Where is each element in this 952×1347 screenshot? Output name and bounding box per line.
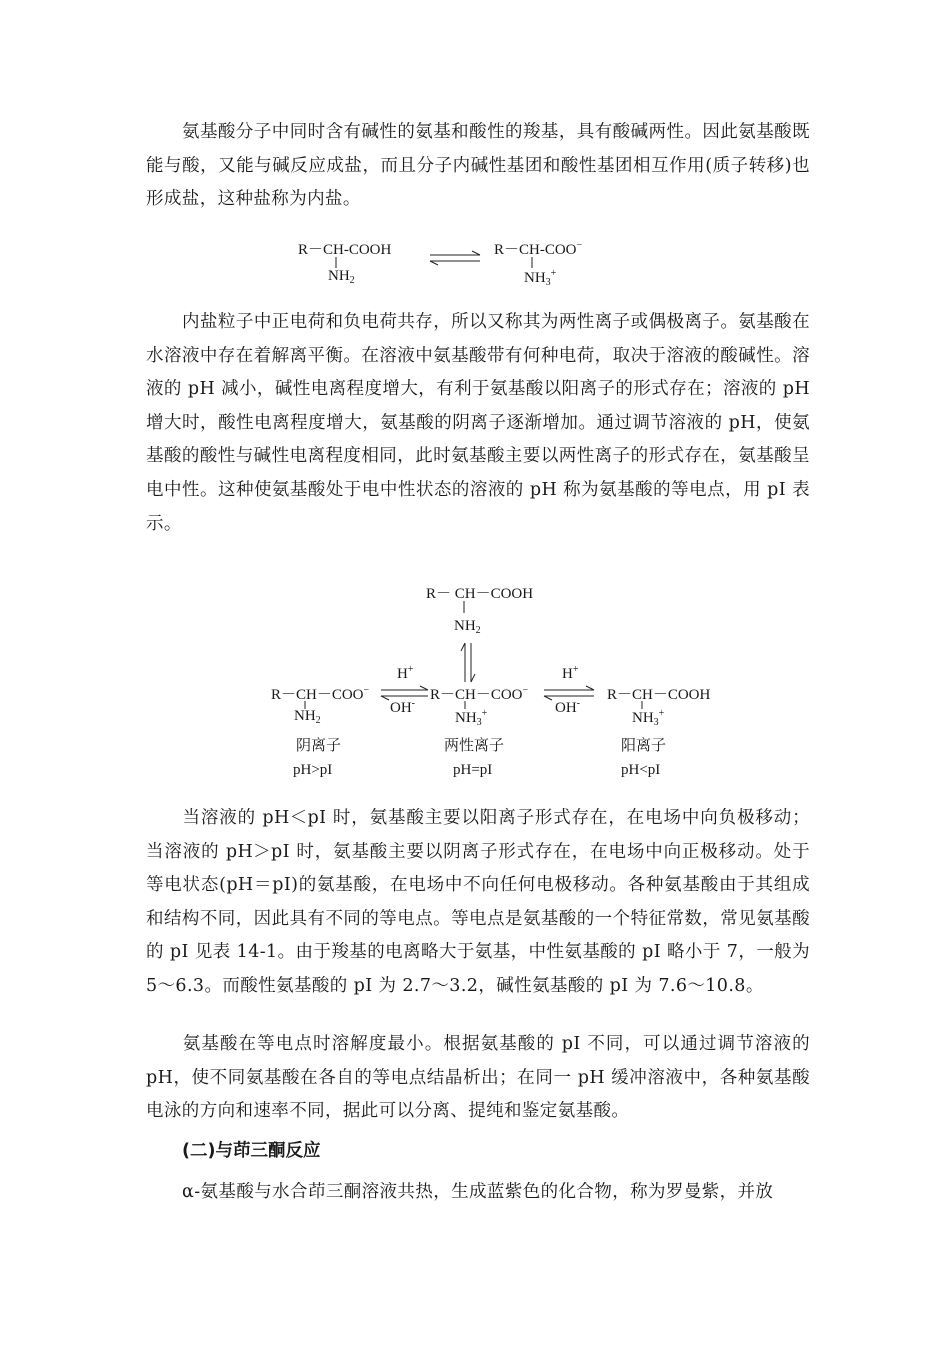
neutral-form-amino-group: $NH_2$ (454, 618, 481, 636)
paragraph-ninhydrin-reaction: α-氨基酸与水合茚三酮溶液共热，生成蓝紫色的化合物，称为罗曼紫，并放 (182, 1182, 774, 1202)
paragraph-isoelectric-point: 内盐粒子中正电荷和负电荷共存，所以又称其为两性离子或偶极离子。氨基酸在水溶液中存在着解离平衡。在溶液中氨基酸带有何种电荷，取决于溶液的酸碱性。溶液的 pH 减小，碱性电离程度增大，有利于氨基酸以阳离子的形式存在；溶液的 pH 增大时，酸性电离程度增大，氨基酸的阴离子逐渐增加。通过调节溶液的 pH，使氨基酸的酸性与碱性电离程度相同，此时氨基酸主要以两性离子的形式存在，氨基酸呈电中性。这种使氨基酸处于电中性状态的溶液的 pH 称为氨基酸的等电点，用 pI 表示。 (146, 312, 810, 534)
arrow1-base-label: OH- (390, 698, 416, 716)
zwitterion-amino-group: $NH_3^+$ (455, 708, 488, 728)
cation-condition: pH<pI (621, 762, 661, 778)
internal-salt-amino-group: $NH_3^+$ (524, 268, 557, 288)
anion-label: 阴离子 (296, 736, 342, 754)
anion-formula: R－CH－COO− (271, 685, 370, 703)
anion-condition: pH>pI (293, 762, 333, 778)
cation-formula: R－CH－COOH (607, 687, 711, 703)
paragraph-separation: 氨基酸在等电点时溶解度最小。根据氨基酸的 pI 不同，可以通过调节溶液的 pH，使不同氨基酸在各自的等电点结晶析出；在同一 pH 缓冲溶液中，各种氨基酸电泳的方向和速率不同，据此可以分离、提纯和鉴定氨基酸。 (146, 1034, 810, 1122)
zwitterion-formula: R－CH－COO− (430, 685, 529, 703)
anion-amino-group: $NH_2$ (294, 708, 321, 726)
zwitterion-condition: pH=pI (453, 762, 493, 778)
neutral-amino-group: $NH_2$ (328, 268, 355, 286)
zwitterion-label: 两性离子 (444, 736, 505, 754)
arrow2-base-label: OH- (555, 698, 581, 716)
neutral-form-formula: R－ CH－COOH (426, 586, 534, 602)
paragraph-amphoteric: 氨基酸分子中同时含有碱性的氨基和酸性的羧基，具有酸碱两性。因此氨基酸既能与酸，又能与碱反应成盐，而且分子内碱性基团和酸性基团相互作用(质子转移)也形成盐，这种盐称为内盐。 (146, 122, 810, 210)
internal-salt-formula: R－CH-COO− (494, 240, 583, 258)
section-heading-ninhydrin: (二)与茚三酮反应 (182, 1141, 321, 1161)
arrow2-acid-label: H+ (562, 664, 579, 682)
neutral-amino-acid-formula: R－CH-COOH (298, 242, 392, 258)
arrow1-acid-label: H+ (397, 664, 414, 682)
cation-label: 阳离子 (621, 736, 667, 754)
cation-amino-group: $NH_3^+$ (632, 708, 665, 728)
paragraph-electrophoresis-behavior: 当溶液的 pH＜pI 时，氨基酸主要以阳离子形式存在，在电场中向负极移动；当溶液的 pH＞pI 时，氨基酸主要以阴离子形式存在，在电场中向正极移动。处于等电状态(pH＝pI)的氨基酸，在电场中不向任何电极移动。各种氨基酸由于其组成和结构不同，因此具有不同的等电点。等电点是氨基酸的一个特征常数，常见氨基酸的 pI 见表 14-1。由于羧基的电离略大于氨基，中性氨基酸的 pI 略小于 7，一般为 5～6.3。而酸性氨基酸的 pI 为 2.7～3.2，碱性氨基酸的 pI 为 7.6～10.8。 (146, 808, 810, 996)
